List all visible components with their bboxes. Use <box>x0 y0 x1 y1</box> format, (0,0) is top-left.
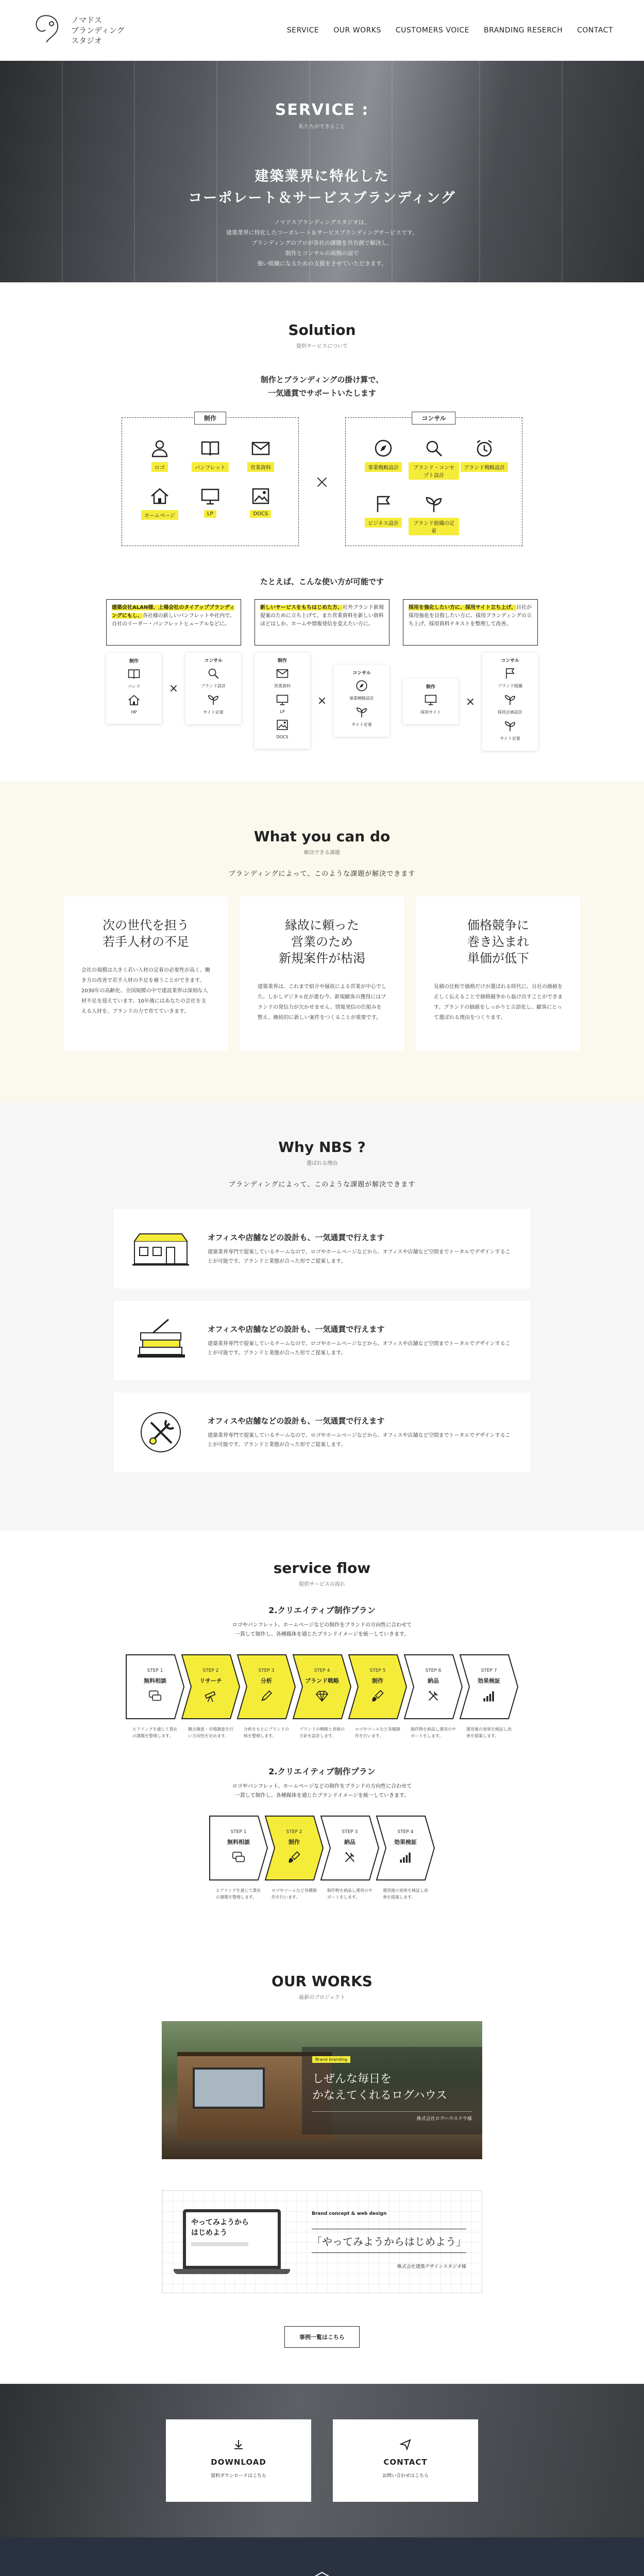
book-icon <box>127 667 141 681</box>
logo-line: スタジオ <box>71 36 103 45</box>
step-name: 効果検証 <box>478 1677 500 1684</box>
step-note: ブランドの戦略と表現の方針を設計します。 <box>299 1727 345 1738</box>
multiply-sign: × <box>317 694 327 707</box>
monitor-icon <box>200 486 221 506</box>
work-headline <box>312 2071 472 2104</box>
nav-customers-voice[interactable]: CUSTOMERS VOICE <box>395 26 469 35</box>
service-label: ブランド・コンセプト設計 <box>409 462 459 480</box>
flow-step <box>459 1654 519 1739</box>
brush-icon <box>287 1850 301 1865</box>
contact-button[interactable] <box>333 2419 478 2502</box>
search-icon <box>207 667 220 680</box>
building-icon <box>132 1226 189 1272</box>
plan-description-line: ロゴやパンフレット、ホームページなどの制作をブランドの方向性に合わせて <box>232 1622 412 1628</box>
solution-lead <box>0 373 644 400</box>
example-highlight: 建築会社ALAN様、上場会社のタイアップブランディングにもし、 <box>112 605 235 619</box>
card-item: 事業戦略設計 <box>349 696 374 701</box>
step-name: 無料相談 <box>227 1839 250 1845</box>
step-note: ロゴやツールなど各種制作を行います。 <box>355 1727 400 1738</box>
card-title: 制作 <box>277 658 287 664</box>
service-item-organization <box>409 492 459 535</box>
problem-body: 会社の規模は大きく若い人材の定着の必要性が高く、働き方の改善で若手人材の不足を補うことができます。2030年の高齢化、全国規模の中で建設業界は深刻な人材不足を迎えています。10年後にはあなたの会社を支える人材を、ブランドの力で育てていきます。 <box>81 968 210 1014</box>
reason-card <box>114 1209 530 1289</box>
work-headline-line: しぜんな毎日を <box>312 2073 392 2086</box>
example-production-card <box>255 653 310 749</box>
plan-title: 2.クリエイティブ制作プラン <box>268 1605 376 1615</box>
section-title: OUR WORKS <box>272 1973 372 1990</box>
solution-lead-line: 制作とブランディングの掛け算で、 <box>260 375 384 384</box>
step-note: 制作物を納品し運用のサポートをします。 <box>411 1727 456 1738</box>
logo-mark-icon <box>31 12 64 48</box>
problem-card <box>64 896 228 1051</box>
nav-branding-research[interactable]: BRANDING RESERCH <box>483 26 563 35</box>
step-note: 分析をもとにブランドの核を整理します。 <box>244 1727 289 1738</box>
section-title: service flow <box>273 1560 371 1577</box>
step-name: 納品 <box>344 1839 355 1845</box>
step-name: 分析 <box>261 1677 272 1684</box>
hero-body <box>0 217 644 269</box>
house-icon <box>127 693 141 707</box>
plan-description-line: ロゴやパンフレット、ホームページなどの制作をブランドの方向性に合わせて <box>232 1784 412 1789</box>
window-illustration <box>193 2067 265 2109</box>
service-item-homepage <box>134 484 185 520</box>
site-header <box>0 0 644 61</box>
sprout-icon <box>503 719 517 733</box>
brush-icon <box>370 1689 385 1703</box>
our-works-section <box>0 1942 644 2384</box>
section-subtitle: 提供サービスについて <box>296 344 348 349</box>
problem-heading-line: 若手人材の不足 <box>103 935 189 949</box>
problem-heading-line: 巻き込まれ <box>467 935 529 949</box>
cta-section <box>0 2384 644 2537</box>
hero-headline-line: コーポレート＆サービスブランディング <box>188 190 456 206</box>
site-logo[interactable] <box>31 12 125 48</box>
card-item: ブランド設計 <box>201 684 226 688</box>
step-name: リサーチ <box>199 1677 222 1684</box>
logo-line: ブランディング <box>71 26 125 35</box>
flow-step <box>292 1654 352 1739</box>
card-item: サイト定着 <box>351 722 372 727</box>
card-item: 採用企画設計 <box>498 710 522 715</box>
problem-heading-line: 単価が低下 <box>467 951 529 965</box>
example-text: 各社様の新しいパンフレットや社内で、自社のリーダー・パンフレットヒューアルなどに。 <box>112 613 235 627</box>
example-card <box>403 599 538 751</box>
service-item-strategy <box>358 436 409 480</box>
work-overlay <box>302 2047 482 2134</box>
flow-step <box>403 1654 463 1739</box>
solution-section <box>0 282 644 782</box>
step-chevron <box>459 1654 519 1720</box>
service-item-business <box>358 492 409 535</box>
cta-subtitle: お問い合わせはこちら <box>382 2473 429 2479</box>
card-item: パンフ <box>128 684 140 689</box>
search-icon <box>423 438 444 459</box>
pen-icon <box>259 1689 274 1703</box>
flow-step <box>320 1815 380 1901</box>
section-title: Solution <box>288 321 356 338</box>
laptop-mockup <box>183 2209 281 2269</box>
service-label: ロゴ <box>151 462 168 472</box>
flag-icon <box>373 494 394 514</box>
book-icon <box>200 438 221 459</box>
reason-card <box>114 1301 530 1380</box>
step-number: STEP 2 <box>202 1668 219 1673</box>
step-number: STEP 4 <box>314 1668 330 1673</box>
box-tag: 制作 <box>194 412 226 425</box>
service-item-concept <box>409 436 459 480</box>
step-chevron <box>348 1654 408 1720</box>
problem-heading <box>258 917 386 967</box>
card-item: 採用サイト <box>420 710 441 715</box>
flow-step <box>236 1654 296 1739</box>
example-consulting-card <box>482 653 538 751</box>
service-label: 営業資料 <box>247 462 274 472</box>
cta-title: CONTACT <box>383 2458 428 2467</box>
diamond-icon <box>315 1689 329 1703</box>
flow-step <box>376 1815 435 1901</box>
work-client: 株式会社ログハウスドウ様 <box>312 2111 472 2122</box>
card-title: コンサル <box>204 658 223 664</box>
bars-icon <box>482 1689 496 1703</box>
nav-our-works[interactable]: OUR WORKS <box>333 26 381 35</box>
step-name: 効果検証 <box>394 1839 417 1845</box>
step-note: 制作物を納品し運用のサポートをします。 <box>327 1888 372 1900</box>
step-chevron <box>292 1654 352 1720</box>
step-number: STEP 3 <box>342 1829 358 1835</box>
step-chevron <box>236 1654 296 1720</box>
mail-icon <box>276 667 289 680</box>
laptop-screen-line: はじめよう <box>191 2229 227 2237</box>
example-text: 社外ブランド新規提案のために立ち上げて、また営業資料を新しい資料ほどはしか、ホームや情報発信を変えたい方に。 <box>260 605 384 627</box>
step-number: STEP 5 <box>369 1668 386 1673</box>
image-icon <box>250 486 271 506</box>
service-label: 事業戦略設計 <box>365 462 402 472</box>
step-name: 納品 <box>428 1677 439 1684</box>
service-item-logo <box>134 436 185 472</box>
cta-title: DOWNLOAD <box>211 2458 266 2467</box>
card-item: サイト定着 <box>203 710 224 715</box>
multiply-sign: × <box>314 471 330 493</box>
multiply-sign: × <box>465 695 476 708</box>
hero-body-line: 制作とコンサルの両側の面で <box>285 250 359 257</box>
step-name: 無料相談 <box>144 1677 166 1684</box>
hero-section <box>0 61 644 282</box>
problem-heading <box>434 917 563 967</box>
flow-step <box>181 1654 241 1739</box>
flag-icon <box>503 667 517 680</box>
problem-heading-line: 縁故に頼った <box>285 918 359 933</box>
flow-step <box>348 1654 408 1739</box>
step-number: STEP 1 <box>147 1668 163 1673</box>
plan-description <box>0 1621 644 1639</box>
logo-line: ノマドス <box>71 15 102 25</box>
examples-block <box>0 576 644 751</box>
service-label: ホームページ <box>141 510 178 520</box>
problem-heading <box>81 917 210 950</box>
plan-description-line: 一貫して制作し、各種媒体を通じたブランドイメージを統一していきます。 <box>234 1793 410 1799</box>
service-flow-section <box>0 1531 644 1942</box>
multiply-sign: × <box>168 682 179 695</box>
section-lead: ブランディングによって、このような課題が解決できます <box>228 870 416 878</box>
service-label: ビジネス設計 <box>365 518 402 528</box>
reason-heading: オフィスや店舗などの設計も、一気通貫で行えます <box>208 1324 385 1334</box>
person-icon <box>149 438 170 459</box>
section-subtitle: 選ばれる理由 <box>307 1161 337 1166</box>
service-item-brand-strategy <box>459 436 510 480</box>
example-consulting-card <box>334 665 389 737</box>
cta-subtitle: 資料ダウンロードはこちら <box>210 2473 266 2479</box>
step-name: ブランド戦略 <box>305 1677 339 1684</box>
why-nbs-section <box>0 1103 644 1531</box>
hero-body-line: ノマドスブランディングスタジオは、 <box>274 219 370 226</box>
work-category: Brand concept & web design <box>312 2211 387 2216</box>
books-icon <box>132 1317 189 1364</box>
problem-heading-line: 価格競争に <box>467 918 529 933</box>
section-subtitle: 解決できる課題 <box>304 850 340 856</box>
compass-icon <box>355 679 368 692</box>
step-note: 運用後の効果を検証し改善を提案します。 <box>383 1888 428 1900</box>
step-chevron <box>320 1815 380 1881</box>
section-title: Why NBS ? <box>278 1139 366 1156</box>
reason-body: 建築業界専門で提案しているチームなので、ロゴやホームページなどから、オフィスや店舗など空間までトータルでデザインすることが可能です。ブランドと業態が合った形でご提案します。 <box>208 1432 511 1448</box>
tools-icon <box>132 1409 189 1455</box>
tools-icon <box>426 1689 440 1703</box>
card-item: DOCS <box>276 735 289 739</box>
compass-icon <box>373 438 394 459</box>
site-footer <box>0 2537 644 2576</box>
step-number: STEP 7 <box>481 1668 497 1673</box>
monitor-icon <box>276 693 289 706</box>
service-item-pamphlet <box>185 436 235 472</box>
example-bubble <box>255 599 389 646</box>
download-icon <box>233 2439 244 2450</box>
work-card-loghouse[interactable] <box>162 2021 482 2159</box>
problem-body: 建築業界は、これまで紹介や縁故による営業が中心でした。しかしデジタル化が進む今、新規顧客の獲得にはブランドの発信力が欠かせません。情報発信の仕組みを整え、継続的に新しい案件をつくることが重要です。 <box>258 984 386 1021</box>
step-note: ヒアリングを通じて貴社の課題を整理します。 <box>132 1727 178 1738</box>
card-item: サイト定着 <box>500 736 520 741</box>
problem-card <box>240 896 404 1051</box>
image-icon <box>276 718 289 732</box>
clock-icon <box>474 438 495 459</box>
laptop-screen-text <box>191 2217 273 2238</box>
step-chevron <box>209 1815 268 1881</box>
reason-body: 建築業界専門で提案しているチームなので、ロゴやホームページなどから、オフィスや店舗など空間までトータルでデザインすることが可能です。ブランドと業態が合った形でご提案します。 <box>208 1249 511 1264</box>
problem-card <box>416 896 580 1051</box>
plan-description <box>0 1782 644 1801</box>
chat-icon <box>231 1850 246 1865</box>
example-text: 自社が採用強化を目指したい方に、採用ブランディングの立ち上げ、採用資料テキストを整理して改善。 <box>409 605 532 627</box>
example-bubble <box>403 599 538 646</box>
examples-title: たとえば、こんな使い方が可能です <box>260 577 384 586</box>
example-card <box>255 599 389 751</box>
plan-steps <box>0 1654 644 1739</box>
service-label: LP <box>204 510 216 518</box>
hero-headline <box>0 166 644 209</box>
example-consulting-card <box>185 653 241 724</box>
reason-heading: オフィスや店舗などの設計も、一気通貫で行えます <box>208 1416 385 1426</box>
sprout-icon <box>503 693 517 706</box>
card-item: HP <box>131 710 137 715</box>
laptop-screen-line: やってみようから <box>191 2218 249 2227</box>
card-item: ブランド組織 <box>498 684 522 688</box>
problem-heading-line: 次の世代を担う <box>103 918 189 933</box>
card-title: 制作 <box>129 659 139 664</box>
step-chevron <box>403 1654 463 1720</box>
nav-contact[interactable]: CONTACT <box>577 26 613 35</box>
example-card <box>106 599 241 751</box>
download-button[interactable] <box>166 2419 311 2502</box>
hero-body-line: ブランディングのプロが各社の課題を共有創で解決し、 <box>251 240 393 246</box>
step-note: 競合調査・市場調査を行い方向性を定めます。 <box>188 1727 233 1738</box>
card-title: 制作 <box>426 685 435 690</box>
flow-step <box>264 1815 324 1901</box>
section-subtitle: 提供サービスの流れ <box>299 1582 345 1587</box>
problem-heading-line: 新規案件が枯渇 <box>279 951 365 965</box>
step-number: STEP 1 <box>230 1829 247 1835</box>
work-category: Brand branding <box>312 2056 350 2063</box>
card-title: コンサル <box>501 658 519 664</box>
step-number: STEP 6 <box>425 1668 442 1673</box>
example-bubble <box>106 599 241 646</box>
sprout-icon <box>423 494 444 514</box>
plan-steps <box>0 1815 644 1901</box>
nav-service[interactable]: SERVICE <box>286 26 319 35</box>
step-name: 制作 <box>372 1677 383 1684</box>
work-card-yattemiyou[interactable] <box>162 2190 482 2293</box>
example-production-card <box>403 679 459 724</box>
what-you-can-do-section <box>0 782 644 1103</box>
step-chevron <box>181 1654 241 1720</box>
step-chevron <box>376 1815 435 1881</box>
flow-step <box>125 1654 185 1739</box>
problem-body: 見積の比較で価格だけが選ばれる時代に、自社の価値を正しく伝えることで価格競争から抜け出すことができます。ブランドの価値をしっかりと言語化し、顧客にとって選ばれる理由をつくります。 <box>434 984 563 1021</box>
card-item: 営業資料 <box>274 684 291 688</box>
work-headline-line: かなえてくれるログハウス <box>312 2089 448 2102</box>
hero-subtitle: 私たちができること <box>299 124 345 130</box>
service-label: DOCS <box>250 510 271 518</box>
hero-body-line: 建築業界に特化したコーポレート＆サービスブランディングサービスです。 <box>226 229 418 236</box>
work-headline: 「やってみようからはじめよう」 <box>312 2229 466 2253</box>
card-title: コンサル <box>352 670 371 676</box>
step-note: 運用後の効果を検証し改善を提案します。 <box>466 1727 512 1738</box>
service-label: パンフレット <box>192 462 229 472</box>
step-number: STEP 4 <box>397 1829 414 1835</box>
monitor-icon <box>424 693 437 706</box>
step-chevron <box>264 1815 324 1881</box>
step-name: 制作 <box>289 1839 300 1845</box>
example-highlight: 採用を強化したい方に、採用サイト立ち上げ、 <box>409 605 516 611</box>
step-chevron <box>125 1654 185 1720</box>
example-highlight: 新しいサービスをもちはじめた方、 <box>260 605 343 611</box>
production-box <box>122 417 299 546</box>
service-item-docs <box>235 484 286 520</box>
reason-body: 建築業界専門で提案しているチームなので、ロゴやホームページなどから、オフィスや店舗など空間までトータルでデザインすることが可能です。ブランドと業態が合った形でご提案します。 <box>208 1341 511 1356</box>
send-icon <box>400 2439 411 2450</box>
logo-text <box>71 15 125 46</box>
consulting-box <box>345 417 522 546</box>
service-label: ブランド組織の定着 <box>409 518 459 535</box>
service-item-sales-doc <box>235 436 286 472</box>
hero-body-line: 強い組織になるための支援をさせていただきます。 <box>257 260 387 267</box>
flow-step <box>209 1815 268 1901</box>
reason-card <box>114 1393 530 1472</box>
service-item-lp <box>185 484 235 520</box>
work-client: 株式会社建築デザインスタジオ様 <box>397 2264 466 2269</box>
plan-title: 2.クリエイティブ制作プラン <box>268 1767 376 1776</box>
chat-icon <box>148 1689 162 1703</box>
solution-lead-line: 一気通貫でサポートいたします <box>267 388 376 398</box>
service-label: ブランド戦略設計 <box>461 462 508 472</box>
sprout-icon <box>355 705 368 719</box>
hero-title: SERVICE : <box>275 101 369 119</box>
tools-icon <box>343 1850 357 1865</box>
mail-icon <box>250 438 271 459</box>
box-tag: コンサル <box>412 412 455 425</box>
problem-heading-line: 営業のため <box>291 935 353 949</box>
hero-headline-line: 建築業界に特化した <box>255 168 389 184</box>
bars-icon <box>398 1850 413 1865</box>
house-icon <box>149 486 170 506</box>
card-item: LP <box>280 709 285 714</box>
step-note: ヒアリングを通じて貴社の課題を整理します。 <box>216 1888 261 1900</box>
telescope-icon <box>204 1689 218 1703</box>
section-lead: ブランディングによって、このような課題が解決できます <box>228 1181 416 1189</box>
footer-logo-icon <box>304 2570 340 2576</box>
section-subtitle: 最新のプロジェクト <box>299 1995 345 2001</box>
plan-description-line: 一貫して制作し、各種媒体を通じたブランドイメージを統一していきます。 <box>234 1632 410 1637</box>
reason-heading: オフィスや店舗などの設計も、一気通貫で行えます <box>208 1232 385 1242</box>
section-title: What you can do <box>253 828 391 845</box>
step-note: ロゴやツールなど各種制作を行います。 <box>272 1888 317 1900</box>
step-number: STEP 2 <box>286 1829 302 1835</box>
view-all-works-button[interactable]: 事例一覧はこちら <box>284 2326 360 2348</box>
step-number: STEP 3 <box>258 1668 275 1673</box>
main-nav <box>287 26 613 35</box>
sprout-icon <box>207 693 220 706</box>
example-production-card <box>106 653 162 724</box>
